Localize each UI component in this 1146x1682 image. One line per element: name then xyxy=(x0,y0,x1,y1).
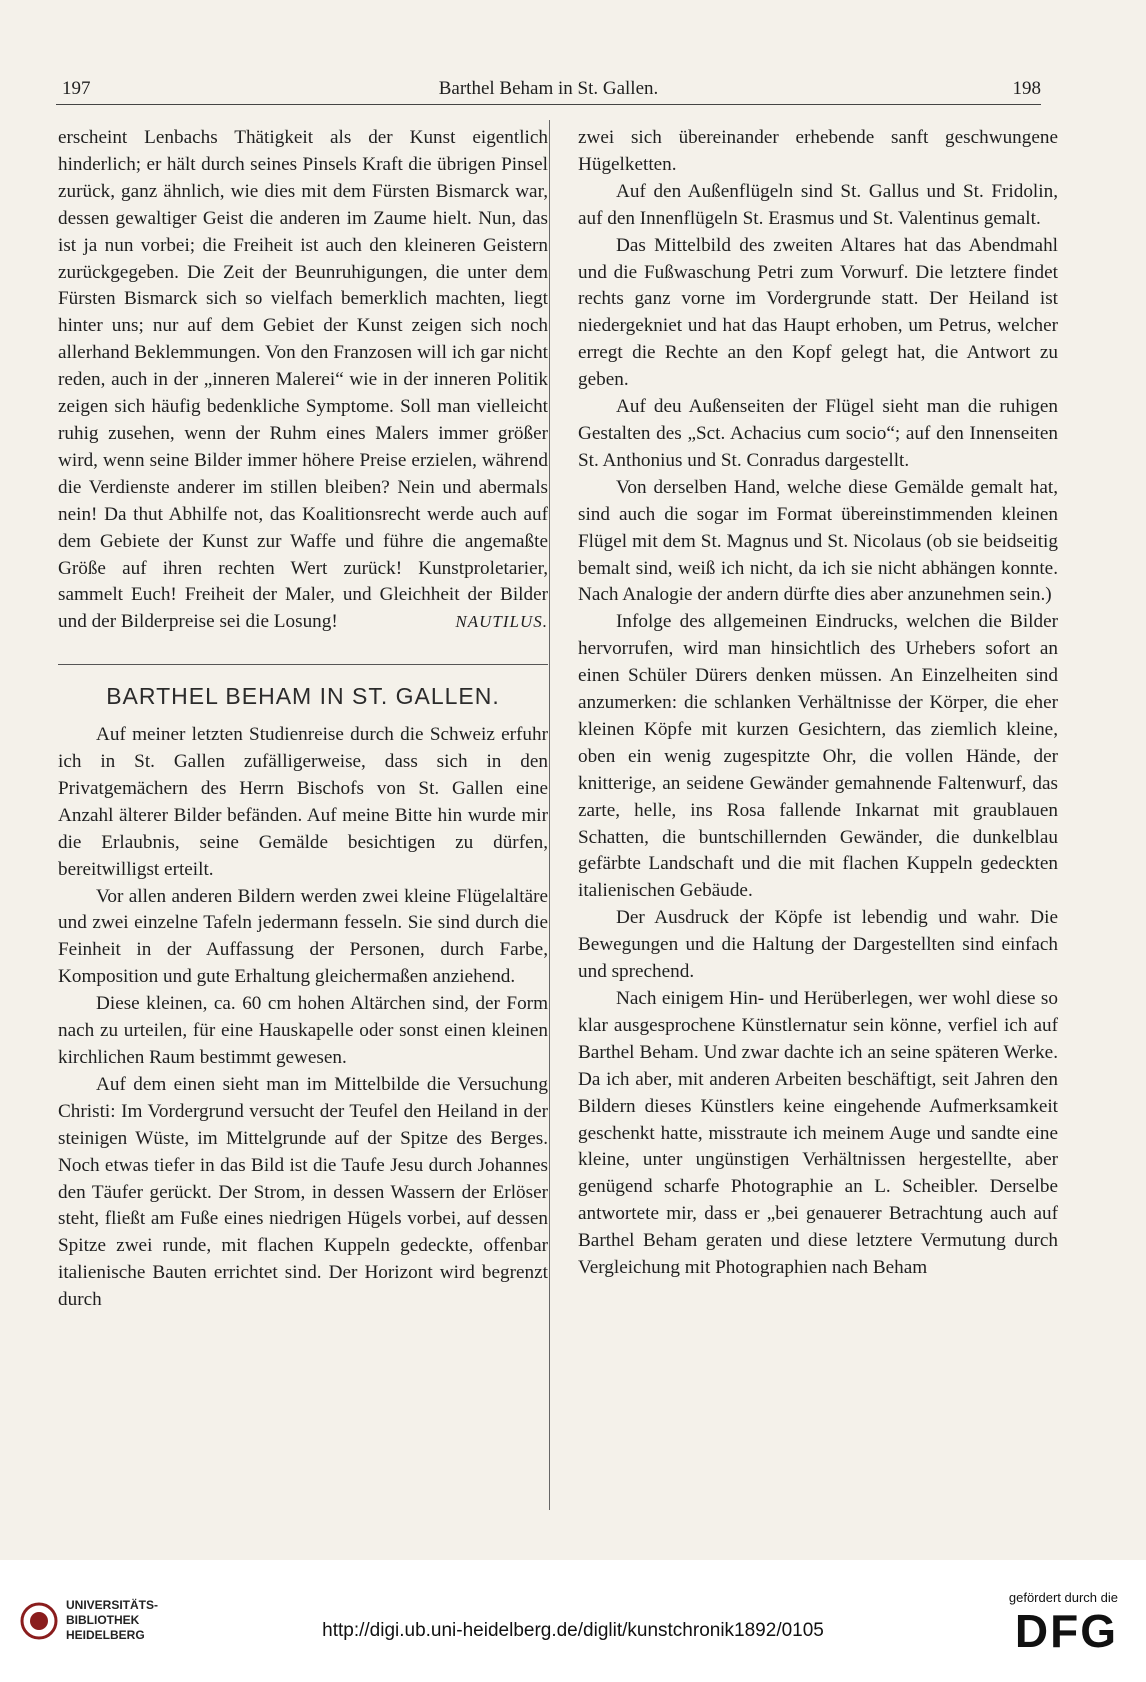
signature: NAUTILUS. xyxy=(455,612,548,632)
paragraph: Infolge des allgemeinen Eindrucks, welchen die Bilder hervorrufen, wird man hinsichtlich des Urhebers sofort an einen Schüler Dürers denken müssen. An Einzelheiten sind anzumerken: die schlanken Verhältnisse der Körper, die eher kleinen Köpfe mit kurzen Gesichtern, das ziemlich kleine, oben ein wenig zugespitzte Ohr, die vollen Hände, der knitterige, an seidene Gewänder gemahnende Faltenwurf, das zarte, helle, ins Rosa fallende Inkarnat mit graublauen Schatten, die buntschillernden Gewänder, die dunkelblau gefärbte Landschaft und die mit flachen Kuppeln gedeckten italienischen Gebäude. xyxy=(578,611,1058,902)
library-line: BIBLIOTHEK xyxy=(66,1613,140,1627)
left-column xyxy=(58,125,548,1314)
page-number-right: 198 xyxy=(1012,78,1041,99)
running-header xyxy=(56,70,1041,105)
paragraph: Auf meiner letzten Studienreise durch die Schweiz erfuhr ich in St. Gallen zufälligerweise, dass sich in den Privatgemächern des Herrn Bischofs von St. Gallen eine Anzahl älterer Bilder befänden. Auf meine Bitte hin wurde mir die Erlaubnis, seine Gemälde besichtigen zu dürfen, bereitwilligst erteilt. xyxy=(58,724,548,880)
paragraph: Der Ausdruck der Köpfe ist lebendig und wahr. Die Bewegungen und die Haltung der Dargestellten sind einfach und sprechend. xyxy=(578,907,1058,983)
paragraph xyxy=(58,125,548,636)
section-rule xyxy=(58,664,548,665)
paragraph: Vor allen anderen Bildern werden zwei kleine Flügelaltäre und zwei einzelne Tafeln jedermann fesseln. Sie sind durch die Feinheit in der Auffassung der Personen, durch Farbe, Komposition und gute Erhaltung gleichermaßen anziehend. xyxy=(58,885,548,988)
page-number-left: 197 xyxy=(62,78,91,99)
dfg-wordmark: DFG xyxy=(1014,1605,1118,1657)
permalink-url[interactable]: http://digi.ub.uni-heidelberg.de/diglit/kunstchronik1892/0105 xyxy=(322,1620,824,1641)
running-title: Barthel Beham in St. Gallen. xyxy=(438,78,659,99)
right-column xyxy=(578,125,1058,1282)
paragraph: Auf den Außenflügeln sind St. Gallus und St. Fridolin, auf den Innenflügeln St. Erasmus und St. Valentinus gemalt. xyxy=(578,180,1058,229)
library-line: UNIVERSITÄTS- xyxy=(66,1598,159,1612)
article-heading: BARTHEL BEHAM IN ST. GALLEN. xyxy=(106,683,500,710)
dfg-logo xyxy=(988,1590,1118,1657)
paragraph: Diese kleinen, ca. 60 cm hohen Altärchen sind, der Form nach zu urteilen, für eine Hauskapelle oder sonst einen kleinen kirchlichen Raum bestimmt gewesen. xyxy=(58,993,548,1068)
paragraph: Auf dem einen sieht man im Mittelbilde die Versuchung Christi: Im Vordergrund versucht der Teufel den Heiland in der steinigen Wüste, im Mittelgrunde auf der Spitze des Berges. Noch etwas tiefer in das Bild ist die Taufe Jesu durch Johannes den Täufer gerückt. Der Strom, in dessen Wassern der Erlöser steht, fließt am Fuße eines niedrigen Hügels vorbei, auf dessen Spitze zwei runde, mit flachen Kuppeln gedeckte, offenbar italienische Bauten errichtet sind. Der Horizont wird begrenzt durch xyxy=(58,1073,548,1311)
paragraph: Das Mittelbild des zweiten Altares hat das Abendmahl und die Fußwaschung Petri zum Vorwurf. Die letztere findet rechts ganz vorne im Vordergrunde statt. Der Heiland ist niedergekniet und hat das Haupt erhoben, um Petrus, welcher erregt die Rechte an den Kopf gelegt hat, die Antwort zu geben. xyxy=(578,234,1058,391)
column-divider xyxy=(549,120,550,1510)
paragraph: Nach einigem Hin- und Herüberlegen, wer wohl diese so klar ausgesprochene Künstlernatur sein könne, verfiel ich auf Barthel Beham. Und zwar dachte ich an seine späteren Werke. Da ich aber, mit anderen Arbeiten beschäftigt, seit Jahren den Bildern dieses Künstlers keine eingehende Aufmerksamkeit geschenkt hatte, misstraute ich meinem Auge und sandte eine kleine, unter ungünstigen Verhältnissen hergestellte, aber genügend scharfe Photographie an L. Scheibler. Derselbe antwortete mir, dass er „bei genauerer Betrachtung auch auf Barthel Beham geraten und diese letztere Vermutung durch Vergleichung mit Photographien nach Beham xyxy=(578,988,1058,1279)
library-line: HEIDELBERG xyxy=(66,1628,145,1642)
paragraph: Von derselben Hand, welche diese Gemälde gemalt hat, sind auch die sogar im Format übereinstimmenden kleinen Flügel mit dem St. Magnus und St. Nicolaus (ob sie beidseitig bemalt sind, weiß ich nicht, da ich sie nicht abhängen konnte. Nach Analogie der andern dürfte dies aber anzunehmen sein.) xyxy=(578,476,1058,606)
paragraph-text: erscheint Lenbachs Thätigkeit als der Kunst eigentlich hinderlich; er hält durch seines Pinsels Kraft die übrigen Pinsel zurück, ganz ähnlich, wie dies mit dem Fürsten Bismarck war, dessen gewaltiger Geist die anderen im Zaume hielt. Nun, das ist ja nun vorbei; die Freiheit ist auch den kleineren Geistern zurückgegeben. Die Zeit der Beunruhigungen, die unter dem Fürsten Bismarck sich so vielfach bemerklich machten, liegt hinter uns; nur auf dem Gebiet der Kunst zeigen sich noch allerhand Beklemmungen. Von den Franzosen will ich gar nicht reden, auch in der „inneren Malerei“ wie in der inneren Politik zeigen sich häufig bedenkliche Symptome. Soll man vielleicht ruhig zusehen, wenn der Ruhm eines Malers immer größer wird, wenn seine Bilder immer höhere Preise erzielen, während die Verdienste anderer im stillen bleiben? Nein und abermals nein! Da thut Abhilfe not, das Koalitionsrecht werde auch auf dem Gebiete der Kunst zur Waffe und führe die angemaßte Größe auf ihren rechten Wert zurück! Kunstproletarier, sammelt Euch! Freiheit der Maler, und Gleichheit der Bilder und der Bilderpreise sei die Losung! xyxy=(58,127,548,633)
paragraph: Auf deu Außenseiten der Flügel sieht man die ruhigen Gestalten des „Sct. Achacius cum socio“; auf den Innenseiten St. Anthonius und St. Conradus dargestellt. xyxy=(578,396,1058,471)
digitization-footer xyxy=(0,1560,1146,1682)
funded-by-text: gefördert durch die xyxy=(1008,1590,1118,1605)
paragraph: zwei sich übereinander erhebende sanft geschwungene Hügelketten. xyxy=(578,127,1058,175)
